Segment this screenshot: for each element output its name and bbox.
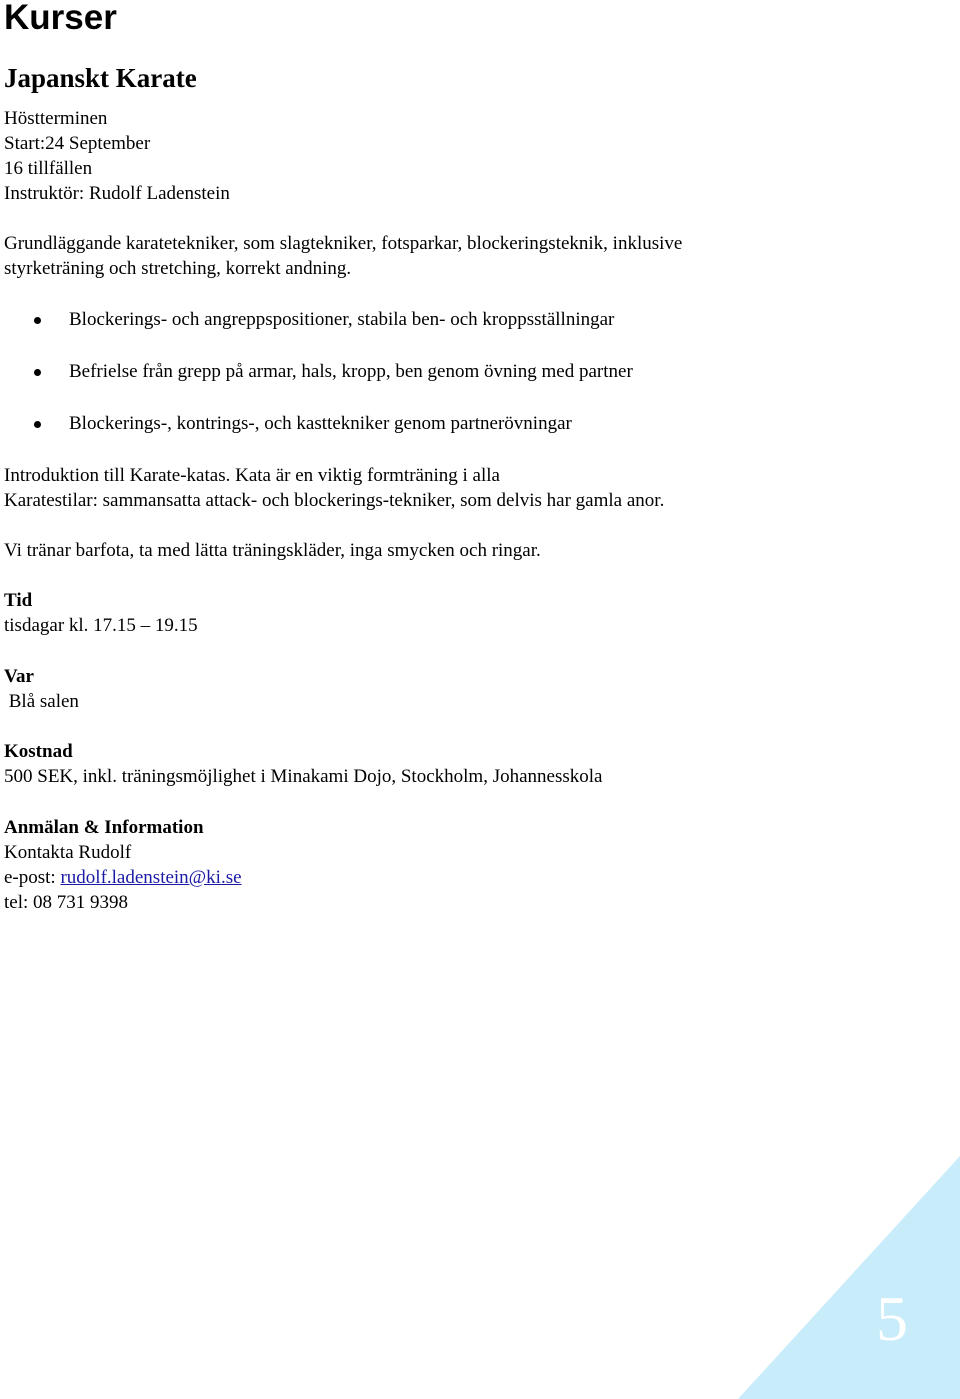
place-value: Blå salen xyxy=(4,691,79,712)
contact-email-line xyxy=(4,865,242,890)
bullet-icon xyxy=(34,421,41,428)
contact-phone: tel: 08 731 9398 xyxy=(4,892,129,913)
kata-line-1: Introduktion till Karate-katas. Kata är en viktig formträning i alla xyxy=(4,465,500,486)
list-item-text: Blockerings-, kontrings-, och kasttekniker genom partnerövningar xyxy=(69,413,572,434)
course-intro-line-1: Grundläggande karatetekniker, som slagtekniker, fotsparkar, blockeringsteknik, inklusive xyxy=(4,233,683,254)
course-instructor: Instruktör: Rudolf Ladenstein xyxy=(4,183,230,204)
list-item-text: Blockerings- och angreppspositioner, stabila ben- och kroppsställningar xyxy=(69,309,615,330)
bullet-icon xyxy=(34,369,41,376)
corner-decoration xyxy=(738,1156,960,1399)
course-start: Start:24 September xyxy=(4,133,151,154)
time-value: tisdagar kl. 17.15 – 19.15 xyxy=(4,615,198,636)
contact-label: Anmälan & Information xyxy=(4,817,204,838)
contact-name: Kontakta Rudolf xyxy=(4,842,132,863)
kata-line-2: Karatestilar: sammansatta attack- och blockerings-tekniker, som delvis har gamla anor. xyxy=(4,490,665,511)
course-intro-line-2: styrketräning och stretching, korrekt andning. xyxy=(4,258,352,279)
email-link[interactable]: rudolf.ladenstein@ki.se xyxy=(60,867,242,888)
cost-value: 500 SEK, inkl. träningsmöjlighet i Minakami Dojo, Stockholm, Johannesskola xyxy=(4,766,603,787)
course-title: Japanskt Karate xyxy=(4,63,197,93)
email-prefix: e-post: xyxy=(4,867,61,888)
place-label: Var xyxy=(4,666,34,687)
course-sessions: 16 tillfällen xyxy=(4,158,93,179)
barefoot-note: Vi tränar barfota, ta med lätta träningskläder, inga smycken och ringar. xyxy=(4,540,541,561)
corner-triangle-shape xyxy=(738,1156,960,1399)
page-number: 5 xyxy=(876,1283,908,1354)
page-heading: Kurser xyxy=(4,0,117,37)
course-term: Höstterminen xyxy=(4,108,108,129)
bullet-icon xyxy=(34,317,41,324)
time-label: Tid xyxy=(4,590,33,611)
cost-label: Kostnad xyxy=(4,741,73,762)
list-item-text: Befrielse från grepp på armar, hals, kropp, ben genom övning med partner xyxy=(69,361,633,382)
